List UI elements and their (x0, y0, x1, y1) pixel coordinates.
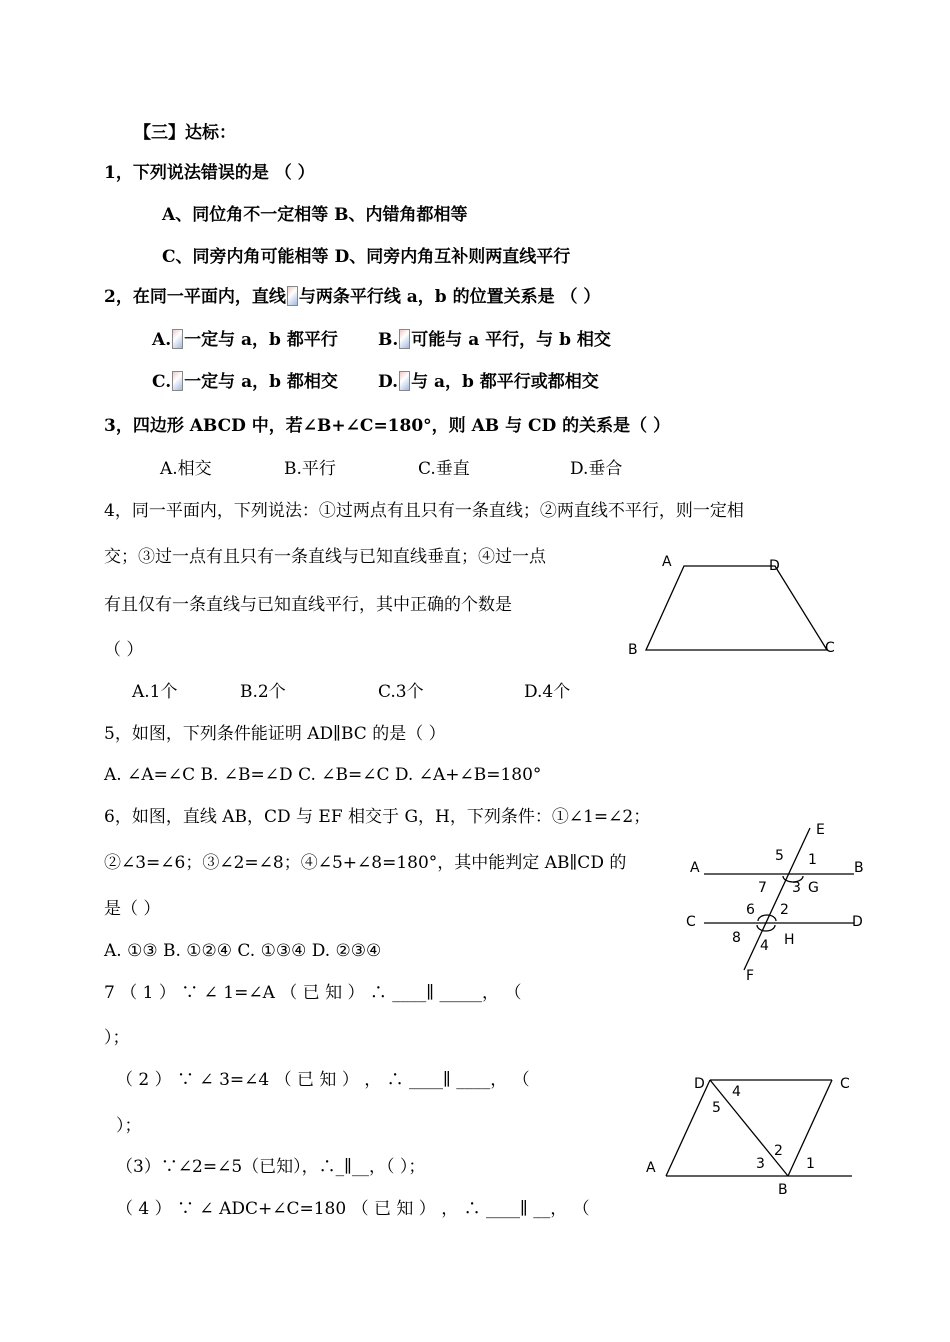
q2-stem (104, 286, 600, 308)
q7-line2: ）； (104, 1028, 130, 1048)
q7-line4: ）； (116, 1116, 142, 1136)
q7-line1: 7 （ 1 ） ∵ ∠ 1=∠A （ 已 知 ） ∴ ____∥ _____， （ (104, 983, 522, 1003)
q4-line3: 有且仅有一条直线与已知直线平行，其中正确的个数是 (104, 595, 512, 615)
angle-3: 3 (756, 1156, 765, 1172)
label-f: F (746, 968, 755, 983)
label-c: C (686, 914, 696, 930)
label-c: C (825, 640, 835, 656)
label-d: D (769, 558, 780, 574)
angle-2: 2 (780, 902, 789, 918)
line-symbol-image (399, 371, 410, 391)
line-symbol-image (172, 329, 183, 349)
angle-5: 5 (712, 1100, 721, 1116)
option-text: 一定与 a，b 都相交 (184, 372, 338, 392)
label-c: C (840, 1076, 850, 1092)
q4-option-b: B.2个 (240, 682, 286, 702)
trapezoid-figure (622, 548, 867, 660)
diagonal-db (710, 1080, 788, 1176)
q2-stem-part2: 与两条平行线 a，b 的位置关系是 （ ） (298, 287, 601, 307)
q3-stem: 3，四边形 ABCD 中，若∠B+∠C=180°，则 AB 与 CD 的关系是（ ） (104, 416, 671, 436)
angle-8: 8 (732, 930, 741, 946)
trapezoid-shape (646, 566, 827, 650)
q2-option-d (378, 371, 599, 393)
q6-line2: ②∠3=∠6；③∠2=∠8；④∠5+∠8=180°，其中能判定 AB∥CD 的 (104, 853, 627, 873)
q2-stem-part1: 2，在同一平面内，直线 (104, 287, 286, 307)
angle-5: 5 (775, 848, 784, 864)
angle-3: 3 (792, 880, 801, 896)
q7-line3: （ 2 ） ∵ ∠ 3=∠4 （ 已 知 ） ， ∴ ____∥ ____， （ (116, 1070, 530, 1090)
q6-line1: 6，如图，直线 AB，CD 与 EF 相交于 G，H，下列条件：①∠1=∠2； (104, 807, 651, 827)
q3-option-a: A.相交 (160, 459, 212, 479)
line-symbol-image (287, 286, 298, 306)
label-a: A (646, 1160, 656, 1176)
q1-options-ab: A、同位角不一定相等 B、内错角都相等 (162, 205, 468, 225)
label-a: A (690, 860, 700, 876)
angle-arc-h2 (757, 925, 775, 931)
line-symbol-image (172, 371, 183, 391)
q2-option-b (378, 329, 611, 351)
label-d: D (694, 1076, 705, 1092)
q2-option-a (152, 329, 338, 351)
label-d: D (852, 914, 863, 930)
transversal-figure (682, 818, 872, 983)
parallelogram-figure (642, 1068, 867, 1200)
angle-4: 4 (732, 1084, 741, 1100)
angle-6: 6 (746, 902, 755, 918)
option-text: 一定与 a，b 都平行 (184, 330, 338, 350)
q3-option-d: D.垂合 (570, 459, 623, 479)
section-title: 【三】达标： (134, 123, 236, 143)
q3-option-b: B.平行 (284, 459, 336, 479)
angle-2: 2 (774, 1143, 783, 1159)
label-b: B (854, 860, 864, 876)
label-a: A (662, 554, 672, 570)
q7-line6: （ 4 ） ∵ ∠ ADC+∠C=180 （ 已 知 ） ， ∴ ____∥ __， （ (116, 1199, 590, 1219)
q6-line3: 是（ ） (104, 899, 161, 919)
q6-options: A. ①③ B. ①②④ C. ①③④ D. ②③④ (104, 941, 382, 961)
side-da (666, 1080, 710, 1176)
option-text: 与 a，b 都平行或都相交 (411, 372, 599, 392)
q3-option-c: C.垂直 (418, 459, 470, 479)
q4-line2: 交；③过一点有且只有一条直线与已知直线垂直；④过一点 (104, 547, 546, 567)
q5-options: A. ∠A=∠C B. ∠B=∠D C. ∠B=∠C D. ∠A+∠B=180° (104, 765, 542, 785)
option-label: D. (378, 372, 399, 392)
q4-option-c: C.3个 (378, 682, 424, 702)
option-label: C. (152, 372, 172, 392)
label-g: G (808, 880, 819, 896)
option-label: B. (378, 330, 399, 350)
q1-stem: 1，下列说法错误的是 （ ） (104, 163, 315, 183)
option-text: 可能与 a 平行，与 b 相交 (411, 330, 611, 350)
q7-line5: （3）∵∠2=∠5（已知），∴_∥__，（ ）； (116, 1157, 426, 1177)
option-label: A. (152, 330, 172, 350)
q4-option-d: D.4个 (524, 682, 571, 702)
q4-line4: （ ） (104, 640, 144, 660)
angle-7: 7 (758, 880, 767, 896)
q5-stem: 5，如图，下列条件能证明 AD∥BC 的是（ ） (104, 724, 446, 744)
q4-line1: 4，同一平面内，下列说法：①过两点有且只有一条直线；②两直线不平行，则一定相 (104, 501, 744, 521)
label-b: B (778, 1182, 788, 1198)
angle-4: 4 (760, 938, 769, 954)
q2-option-c (152, 371, 338, 393)
label-e: E (816, 822, 825, 838)
line-symbol-image (399, 329, 410, 349)
q1-options-cd: C、同旁内角可能相等 D、同旁内角互补则两直线平行 (162, 247, 571, 267)
angle-1: 1 (808, 852, 817, 868)
label-h: H (784, 932, 795, 948)
q4-option-a: A.1个 (132, 682, 178, 702)
angle-1: 1 (806, 1156, 815, 1172)
label-b: B (628, 642, 638, 658)
